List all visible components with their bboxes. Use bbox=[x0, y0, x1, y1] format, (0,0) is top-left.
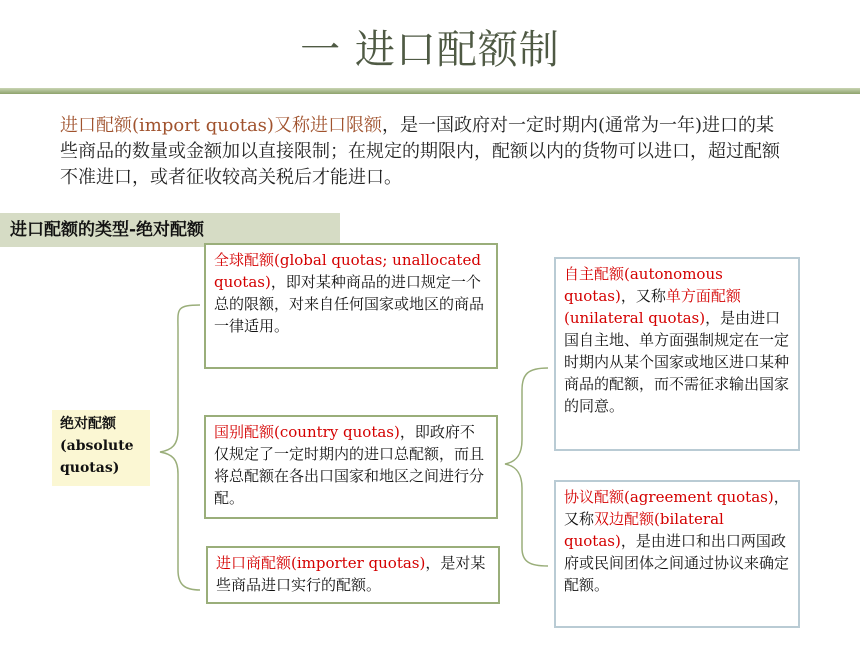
page-title: 一 进口配额制 bbox=[300, 27, 560, 73]
intro-highlight: 进口配额(import quotas)又称进口限额 bbox=[60, 115, 382, 136]
root-line-3: quotas) bbox=[60, 460, 120, 476]
global-quota-term: 全球配额(global quotas; unallocated quotas) bbox=[214, 251, 481, 291]
autonomous-quota-desc: ，是由进口国自主地、单方面强制规定在一定时期内从某个国家或地区进口某种商品的配额，而不需征求输出国家的同意。 bbox=[564, 309, 790, 415]
country-quota-term: 国别配额(country quotas) bbox=[214, 423, 400, 441]
root-line-1: 绝对配额 bbox=[60, 416, 116, 432]
bilateral-quota-term: 双边配额(bilateral quotas) bbox=[564, 510, 724, 550]
importer-quota-desc: ，是对某些商品进口实行的配额。 bbox=[216, 554, 486, 594]
country-quota-desc: ，即政府不仅规定了一定时期内的进口总配额，而且将总配额在各出口国家和地区之间进行分配。 bbox=[214, 423, 485, 507]
agreement-quota-desc: ，是由进口和出口两国政府或民间团体之间通过协议来确定配额。 bbox=[564, 532, 790, 594]
global-quota-box bbox=[204, 243, 498, 369]
importer-quota-box bbox=[206, 546, 500, 604]
global-quota-desc: ，即对某种商品的进口规定一个总的限额，对来自任何国家或地区的商品一律适用。 bbox=[214, 273, 485, 335]
importer-quota-term: 进口商配额(importer quotas) bbox=[216, 554, 426, 572]
section-heading: 进口配额的类型-绝对配额 bbox=[0, 213, 340, 247]
absolute-quota-node bbox=[52, 410, 150, 486]
intro-text: ，是一国政府对一定时期内(通常为一年)进口的某些商品的数量或金额加以直接限制；在规定的期限内，配额以内的货物可以进口，超过配额不准进口，或者征收较高关税后才能进口。 bbox=[60, 115, 780, 188]
autonomous-quota-term: 自主配额(autonomous quotas) bbox=[564, 265, 723, 305]
root-line-2: (absolute bbox=[60, 438, 134, 454]
autonomous-quota-mid: ，又称 bbox=[620, 287, 666, 305]
agreement-quota-mid: ，又称 bbox=[564, 488, 789, 528]
unilateral-quota-term: 单方面配额(unilateral quotas) bbox=[564, 287, 741, 327]
agreement-quota-term: 协议配额(agreement quotas) bbox=[564, 488, 774, 506]
right-brace bbox=[505, 368, 548, 566]
country-quota-box bbox=[204, 415, 498, 519]
left-brace bbox=[160, 305, 200, 590]
agreement-quota-box bbox=[554, 480, 800, 628]
autonomous-quota-box bbox=[554, 257, 800, 451]
